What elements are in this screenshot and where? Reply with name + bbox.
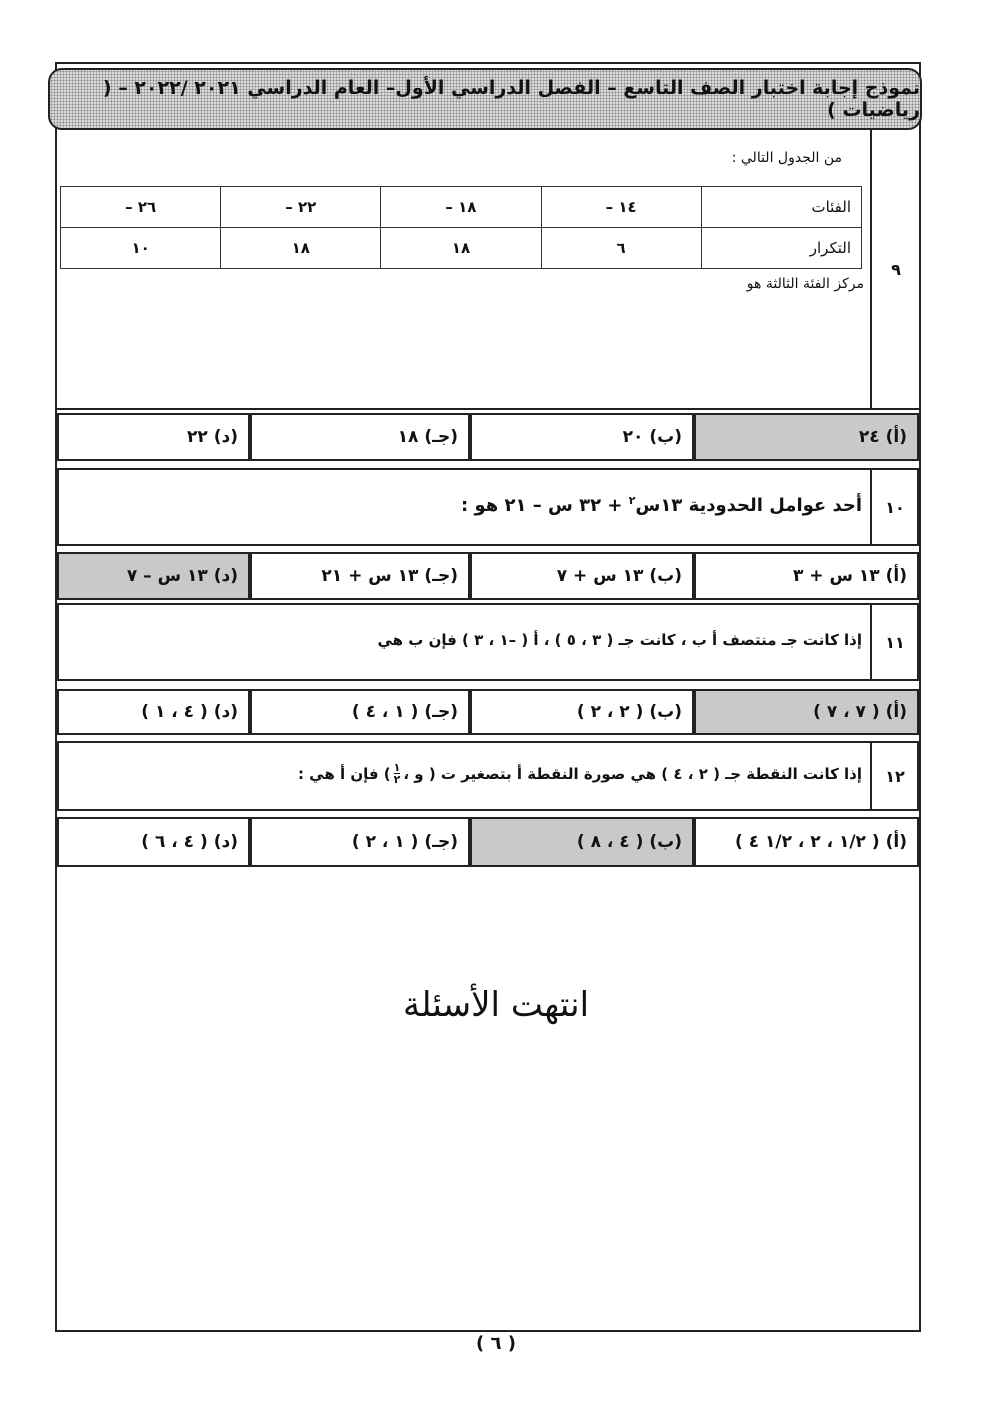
option-label: (أ): [885, 427, 907, 447]
q12-text: [200, 762, 862, 785]
exponent: ٢: [628, 494, 636, 507]
q12-option-b[interactable]: [470, 817, 694, 867]
question-number-12: ١٢: [885, 766, 905, 786]
option-value: ( ٤ ، ١ ): [141, 702, 208, 722]
option-value: ٢٢: [186, 427, 208, 447]
q12-option-c[interactable]: [250, 817, 470, 867]
q10-option-a[interactable]: [694, 552, 919, 600]
exam-header: [48, 68, 922, 130]
option-value: ( ١ ، ٤ ): [351, 702, 419, 722]
option-label: (ب): [649, 566, 682, 586]
header-title: نموذج إجابة اختبار الصف التاسع – الفصل الدراسي الأول– العام الدراسي ٢٠٢١ /٢٠٢٢ – ( رياضيات ): [102, 77, 920, 121]
table-cell: ٦: [541, 228, 701, 269]
option-label: (أ): [885, 702, 907, 722]
q9-intro: من الجدول التالي :: [731, 150, 842, 166]
option-label: (جـ): [424, 702, 458, 722]
option-label: (أ): [885, 566, 907, 586]
fraction-denominator: ٢: [393, 773, 401, 786]
q12-option-d[interactable]: [57, 817, 250, 867]
option-value: ( ٢ ، ٢ ): [576, 702, 644, 722]
table-cell: ١٠: [61, 228, 221, 269]
q11-option-c[interactable]: [250, 689, 470, 735]
question-number-10: ١٠: [885, 497, 905, 517]
option-label: (ب): [649, 427, 682, 447]
option-value: ( ٤ ، ٨ ): [576, 832, 644, 852]
q10-option-c[interactable]: [250, 552, 470, 600]
q11-option-b[interactable]: [470, 689, 694, 735]
q10-option-d[interactable]: [57, 552, 250, 600]
option-value: ( ١/٢ ، ٢ ، ١/٢ ٤ ): [734, 832, 880, 852]
option-label: (ب): [649, 702, 682, 722]
option-value: ( ٤ ، ٦ ): [141, 832, 208, 852]
option-value: ١٣ س + ٧: [556, 566, 644, 586]
option-label: (جـ): [424, 832, 458, 852]
option-label: (أ): [885, 832, 907, 852]
table-header-classes: الفئات: [701, 187, 861, 228]
option-value: ٢٤: [858, 427, 880, 447]
q12-text-start: إذا كانت النقطة جـ ( ٢ ، ٤ ) هي صورة النقطة أ بتصغير ت ( و ،: [403, 764, 862, 783]
q11-option-d[interactable]: [57, 689, 250, 735]
option-value: ( ١ ، ٢ ): [351, 832, 419, 852]
q9-option-a[interactable]: [694, 413, 919, 461]
option-value: ١٣ س + ٢١: [321, 566, 419, 586]
option-value: ( ٧ ، ٧ ): [813, 702, 880, 722]
option-label: (د): [213, 566, 238, 586]
option-label: (د): [213, 427, 238, 447]
table-cell: ١٤ –: [541, 187, 701, 228]
q10-text-start: أحد عوامل الحدودية ١٣س: [635, 495, 862, 516]
option-label: (ب): [649, 832, 682, 852]
option-label: (د): [213, 832, 238, 852]
fraction: [394, 762, 401, 785]
q10-text-end: + ٣٢ س – ٢١ هو :: [461, 495, 629, 516]
q12-option-a[interactable]: [694, 817, 919, 867]
option-value: ١٣ س + ٣: [793, 566, 880, 586]
q9-option-b[interactable]: [470, 413, 694, 461]
fraction-numerator: ١: [393, 761, 401, 774]
table-row: [61, 228, 862, 269]
q11-text: إذا كانت جـ منتصف أ ب ، كانت جـ ( ٣ ، ٥ ) ، أ ( –١ ، ٣ ) فإن ب هي: [377, 631, 862, 649]
table-header-frequency: التكرار: [701, 228, 861, 269]
option-value: ١٨: [397, 427, 419, 447]
frequency-table: [60, 186, 862, 269]
question-number-9: ٩: [891, 259, 901, 279]
q10-text: [300, 494, 862, 516]
option-label: (د): [213, 702, 238, 722]
q10-option-b[interactable]: [470, 552, 694, 600]
page-number: ( ٦ ): [476, 1333, 516, 1354]
option-value: ١٣ س – ٧: [126, 566, 208, 586]
q9-prompt: مركز الفئة الثالثة هو: [746, 276, 864, 292]
table-cell: ٢٦ –: [61, 187, 221, 228]
end-of-questions: انتهت الأسئلة: [402, 985, 590, 1025]
table-cell: ١٨ –: [381, 187, 541, 228]
divider: [55, 408, 921, 410]
option-label: (جـ): [424, 427, 458, 447]
table-row: [61, 187, 862, 228]
table-cell: ٢٢ –: [221, 187, 381, 228]
option-label: (جـ): [424, 566, 458, 586]
table-cell: ١٨: [221, 228, 381, 269]
table-cell: ١٨: [381, 228, 541, 269]
q9-option-c[interactable]: [250, 413, 470, 461]
q11-option-a[interactable]: [694, 689, 919, 735]
question-number-11: ١١: [885, 632, 905, 652]
option-value: ٢٠: [622, 427, 644, 447]
q12-text-end: ) فإن أ هي :: [297, 764, 391, 783]
q9-option-d[interactable]: [57, 413, 250, 461]
